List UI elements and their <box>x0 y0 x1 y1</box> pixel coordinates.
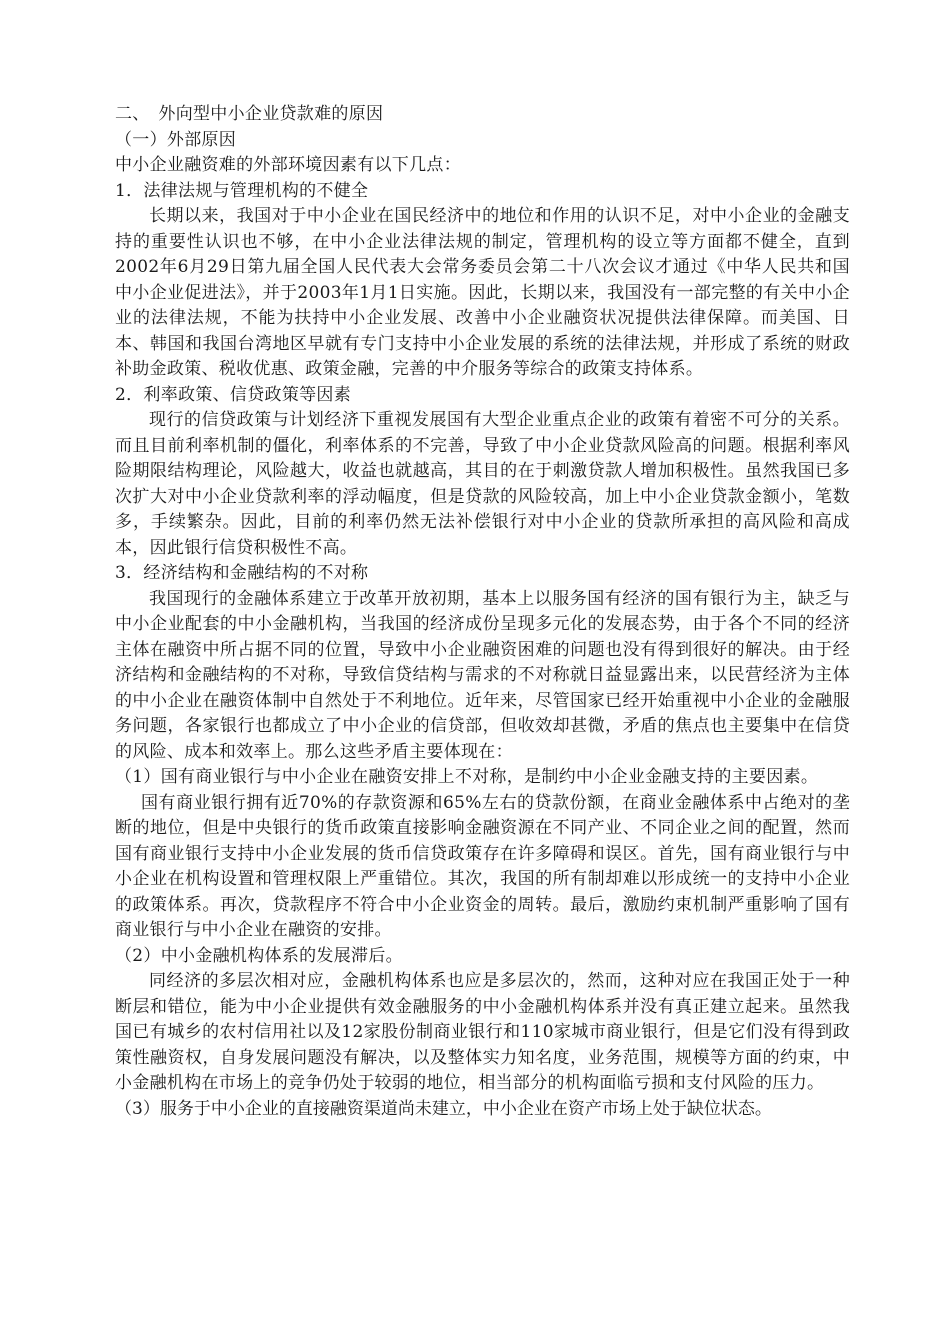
subitem-heading-3: （3）服务于中小企业的直接融资渠道尚未建立，中小企业在资产市场上处于缺位状态。 <box>115 1098 772 1119</box>
subitem-heading-2: （2）中小金融机构体系的发展滞后。 <box>115 945 403 966</box>
item-body-2: 现行的信贷政策与计划经济下重视发展国有大型企业重点企业的政策有着密不可分的关系。而且目前利率机制的僵化，利率体系的不完善，导致了中小企业贷款风险高的问题。根据利率风险期限结构理论，风险越大，收益也就越高，其目的在于刺激贷款人增加积极性。虽然我国已多次扩大对中小企业贷款利率的浮动幅度，但是贷款的风险较高，加上中小企业贷款金额小，笔数多，手续繁杂。因此，目前的利率仍然无法补偿银行对中小企业的贷款所承担的高风险和高成本，因此银行信贷积极性不高。 <box>115 410 850 558</box>
intro-paragraph: 中小企业融资难的外部环境因素有以下几点： <box>115 155 461 175</box>
item-heading-1: 1．法律法规与管理机构的不健全 <box>115 180 369 201</box>
subitem-heading-1: （1）国有商业银行与中小企业在融资安排上不对称，是制约中小企业金融支持的主要因素。 <box>115 767 819 787</box>
subsection-title: （一）外部原因 <box>115 129 237 150</box>
subitem-body-2: 同经济的多层次相对应，金融机构体系也应是多层次的，然而，这种对应在我国正处于一种断层和错位，能为中小企业提供有效金融服务的中小金融机构体系并没有真正建立起来。虽然我国已有城乡的农村信用社以及12家股份制商业银行和110家城市商业银行，但是它们没有得到政策性融资权，自身发展问题没有解决，以及整体实力知名度，业务范围，规模等方面的约束，中小金融机构在市场上的竞争仍处于较弱的地位，相当部分的机构面临亏损和支付风险的压力。 <box>115 971 850 1093</box>
item-body-1: 长期以来，我国对于中小企业在国民经济中的地位和作用的认识不足，对中小企业的金融支持的重要性认识也不够，在中小企业法律法规的制定，管理机构的设立等方面都不健全，直到2002年6月29日第九届全国人民代表大会常务委员会第二十八次会议才通过《中华人民共和国中小企业促进法》，并于2003年1月1日实施。因此，长期以来，我国没有一部完整的有关中小企业的法律法规，不能为扶持中小企业发展、改善中小企业融资状况提供法律保障。而美国、日本、韩国和我国台湾地区早就有专门支持中小企业发展的系统的法律法规，并形成了系统的财政补助金政策、税收优惠、政策金融，完善的中介服务等综合的政策支持体系。 <box>115 206 850 379</box>
subitem-body-1: 国有商业银行拥有近70%的存款资源和65%左右的贷款份额，在商业金融体系中占绝对的垄断的地位，但是中央银行的货币政策直接影响金融资源在不同产业、不同企业之间的配置，然而国有商业银行支持中小企业发展的货币信贷政策存在许多障碍和误区。首先，国有商业银行与中小企业在机构设置和管理权限上严重错位。其次，我国的所有制却难以形成统一的支持中小企业的政策体系。再次，贷款程序不符合中小企业资金的周转。最后，激励约束机制严重影响了国有商业银行与中小企业在融资的安排。 <box>115 792 850 940</box>
item-body-3: 我国现行的金融体系建立于改革开放初期，基本上以服务国有经济的国有银行为主，缺乏与中小企业配套的中小金融机构，当我国的经济成份呈现多元化的发展态势，由于各个不同的经济主体在融资中所占据不同的位置，导致中小企业融资困难的问题也没有得到很好的解决。由于经济结构和金融结构的不对称，导致信贷结构与需求的不对称就日益显露出来，以民营经济为主体的中小企业在融资体制中自然处于不利地位。近年来，尽管国家已经开始重视中小企业的金融服务问题，各家银行也都成立了中小企业的信贷部，但收效却甚微，矛盾的焦点也主要集中在信贷的风险、成本和效率上。那么这些矛盾主要体现在： <box>115 588 850 762</box>
document-body <box>115 102 850 1122</box>
item-heading-2: 2．利率政策、信贷政策等因素 <box>115 384 352 405</box>
item-heading-3: 3．经济结构和金融结构的不对称 <box>115 563 369 583</box>
section-title: 二、 外向型中小企业贷款难的原因 <box>115 104 384 124</box>
